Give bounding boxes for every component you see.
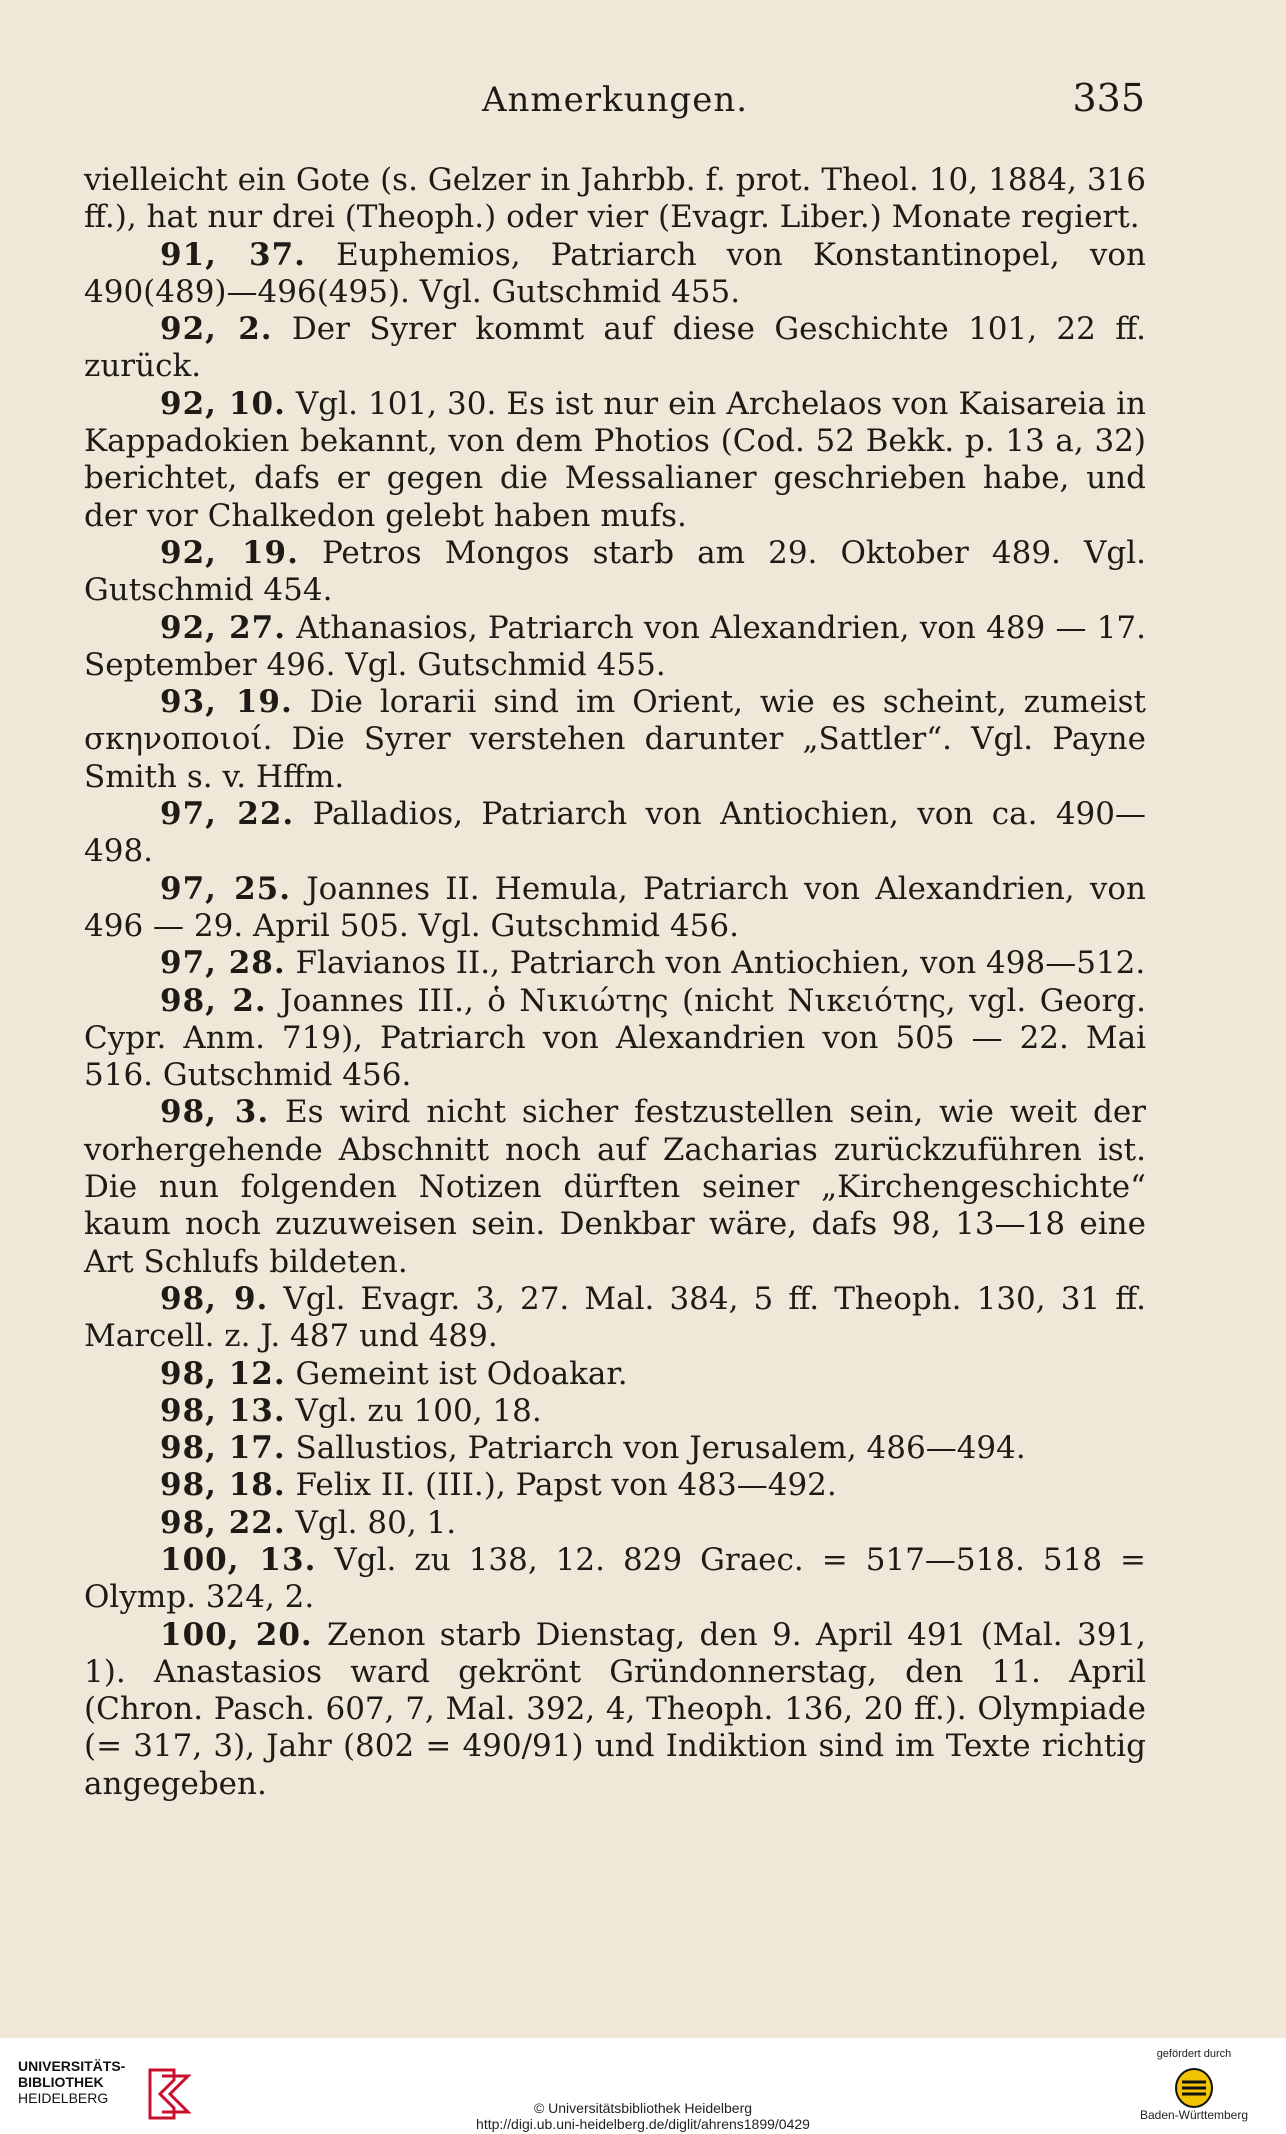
sponsor-block xyxy=(1124,2048,1264,2122)
annotation-reference: 92, 27. xyxy=(160,609,287,646)
annotation-text: Der Syrer kommt auf diese Geschichte 101, 22 ff. zurück. xyxy=(84,311,1146,385)
annotation-entry xyxy=(84,1467,1146,1504)
annotation-text: Felix II. (III.), Papst von 483—492. xyxy=(295,1467,837,1504)
annotation-text: Sallustios, Patriarch von Jerusalem, 486—494. xyxy=(295,1430,1026,1467)
annotation-text: Es wird nicht sicher festzustellen sein, wie weit der vorhergehende Abschnitt noch auf Zacharias zurückzuführen ist. Die nun folgenden Notizen dürften seiner „Kirchengeschichte“ kaum noch zuzuweisen sein. Denkbar wäre, dafs 98, 13—18 eine Art Schlufs bildeten. xyxy=(84,1094,1146,1280)
annotation-text: Gemeint ist Odoakar. xyxy=(295,1355,628,1392)
annotation-entry xyxy=(84,983,1146,1095)
sponsor-label: gefördert durch xyxy=(1156,2048,1232,2060)
source-url[interactable]: http://digi.ub.uni-heidelberg.de/diglit/ahrens1899/0429 xyxy=(476,2116,810,2132)
library-name-line3: HEIDELBERG xyxy=(18,2090,109,2106)
annotation-entry xyxy=(84,237,1146,312)
annotation-text: Vgl. Evagr. 3, 27. Mal. 384, 5 ff. Theoph. 130, 31 ff. Marcell. z. J. 487 und 489. xyxy=(84,1280,1147,1355)
annotation-text: Palladios, Patriarch von Antiochien, von ca. 490—498. xyxy=(84,796,1146,870)
page-header xyxy=(85,76,1145,130)
annotation-reference: 98, 12. xyxy=(160,1355,286,1392)
annotation-reference: 92, 19. xyxy=(160,534,299,571)
annotation-reference: 97, 22. xyxy=(160,796,295,833)
annotation-entry xyxy=(84,1542,1146,1617)
annotation-text: Joannes II. Hemula, Patriarch von Alexandrien, von 496 — 29. April 505. Vgl. Gutschmid 456. xyxy=(84,870,1146,944)
copyright-notice: © Universitätsbibliothek Heidelberg xyxy=(533,2100,753,2116)
annotation-entry xyxy=(84,1281,1146,1356)
annotation-entry xyxy=(84,1617,1146,1803)
state-crest-icon xyxy=(1172,2066,1216,2110)
annotation-entry xyxy=(84,311,1146,386)
annotation-text: Vgl. 80, 1. xyxy=(295,1504,457,1541)
library-name-line1: UNIVERSITÄTS- xyxy=(18,2058,126,2074)
annotation-text: vielleicht ein Gote (s. Gelzer in Jahrbb. f. prot. Theol. 10, 1884, 316 ff.), hat nur drei (Theoph.) oder vier (Evagr. Liber.) Monate regiert. xyxy=(84,162,1146,236)
annotation-reference: 100, 20. xyxy=(160,1616,313,1653)
annotation-reference: 97, 28. xyxy=(160,945,286,982)
annotation-entry xyxy=(84,1094,1146,1280)
annotation-entry xyxy=(84,684,1146,796)
annotation-entry xyxy=(84,1356,1146,1393)
annotation-entry xyxy=(84,1505,1146,1542)
annotation-text: Joannes III., ὁ Νικιώτης (nicht Νικειότης, vgl. Georg. Cypr. Anm. 719), Patriarch von Alexandrien von 505 — 22. Mai 516. Gutschmid 456. xyxy=(84,982,1146,1094)
annotation-reference: 98, 22. xyxy=(160,1504,286,1541)
annotation-text: Vgl. zu 138, 12. 829 Graec. = 517—518. 518 = Olymp. 324, 2. xyxy=(84,1541,1147,1616)
annotation-reference: 98, 18. xyxy=(160,1467,286,1504)
sponsor-name: Baden-Württemberg xyxy=(1139,2108,1249,2122)
annotation-entry xyxy=(84,386,1146,535)
annotation-reference: 100, 13. xyxy=(160,1541,317,1578)
annotation-entry xyxy=(84,162,1146,237)
annotation-text: Zenon starb Dienstag, den 9. April 491 (Mal. 391, 1). Anastasios ward gekrönt Gründonnerstag, den 11. April (Chron. Pasch. 607, 7, Mal. 392, 4, Theoph. 136, 20 ff.). Olympiade (= 317, 3), Jahr (802 = 490/91) und Indiktion sind im Texte richtig angegeben. xyxy=(84,1616,1146,1802)
annotation-entry xyxy=(84,871,1146,946)
running-head: Anmerkungen. xyxy=(481,80,749,120)
annotation-text: Die lorarii sind im Orient, wie es scheint, zumeist σκηνοποιοί. Die Syrer verstehen darunter „Sattler“. Vgl. Payne Smith s. v. Hffm. xyxy=(84,684,1146,795)
annotation-text: Vgl. zu 100, 18. xyxy=(295,1392,542,1429)
annotation-entry xyxy=(84,610,1146,685)
annotation-reference: 92, 10. xyxy=(160,385,286,422)
annotation-reference: 98, 2. xyxy=(160,982,267,1019)
annotation-entry xyxy=(84,796,1146,871)
annotation-text: Vgl. 101, 30. Es ist nur ein Archelaos von Kaisareia in Kappadokien bekannt, von dem Photios (Cod. 52 Bekk. p. 13 a, 32) berichtet, dafs er gegen die Messalianer geschrieben habe, und der vor Chalkedon gelebt haben mufs. xyxy=(84,385,1146,534)
annotation-reference: 92, 2. xyxy=(160,311,273,348)
annotation-text: Athanasios, Patriarch von Alexandrien, von 489 — 17. September 496. Vgl. Gutschmid 455. xyxy=(84,609,1146,683)
annotation-reference: 93, 19. xyxy=(160,684,293,721)
annotation-reference: 91, 37. xyxy=(160,236,306,273)
annotation-entry xyxy=(84,535,1146,610)
annotation-reference: 98, 17. xyxy=(160,1430,286,1467)
annotation-text: Flavianos II., Patriarch von Antiochien, von 498—512. xyxy=(295,945,1146,982)
annotation-text: Petros Mongos starb am 29. Oktober 489. Vgl. Gutschmid 454. xyxy=(84,534,1146,609)
annotation-reference: 97, 25. xyxy=(160,870,292,907)
library-name-line2: BIBLIOTHEK xyxy=(18,2074,104,2090)
annotation-text: Euphemios, Patriarch von Konstantinopel, von 490(489)—496(495). Vgl. Gutschmid 455. xyxy=(84,236,1146,310)
annotation-reference: 98, 9. xyxy=(160,1280,269,1317)
footer-bar xyxy=(0,2038,1286,2134)
page-number: 335 xyxy=(1072,76,1145,120)
annotation-reference: 98, 13. xyxy=(160,1392,286,1429)
annotation-entry xyxy=(84,1430,1146,1467)
annotation-entry xyxy=(84,945,1146,982)
annotation-reference: 98, 3. xyxy=(160,1094,270,1131)
annotations-body xyxy=(84,162,1146,1803)
annotation-entry xyxy=(84,1393,1146,1430)
